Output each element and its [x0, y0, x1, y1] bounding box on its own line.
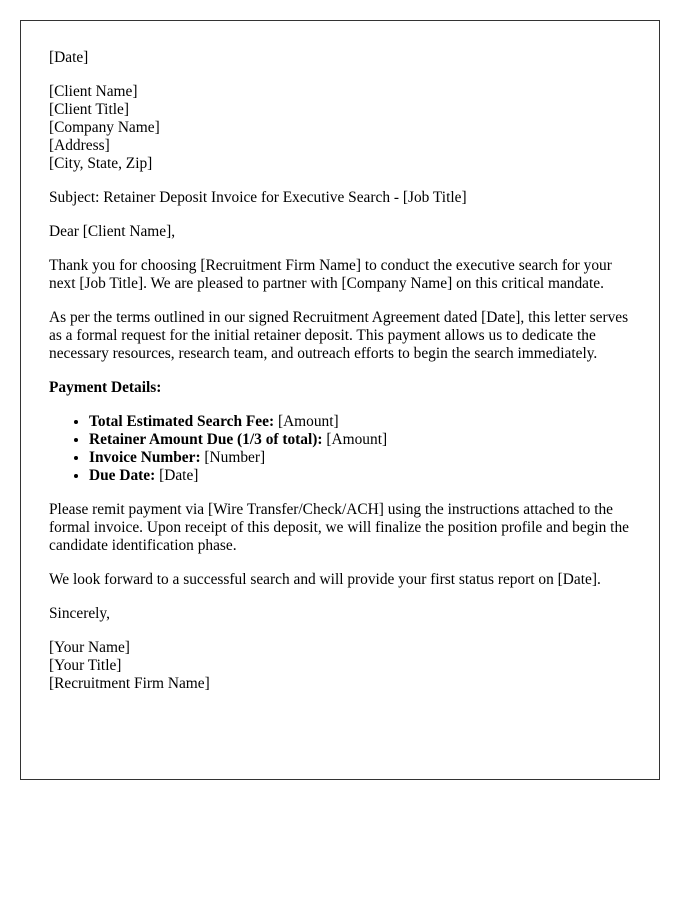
- payment-detail-item: [89, 449, 631, 467]
- subject-line: Subject: Retainer Deposit Invoice for Executive Search - [Job Title]: [49, 189, 467, 206]
- payment-detail-label: Invoice Number:: [89, 449, 201, 466]
- payment-detail-item: [89, 467, 631, 485]
- signature-your-name: [Your Name]: [49, 639, 130, 656]
- signature-block: [49, 639, 631, 693]
- signature-your-title: [Your Title]: [49, 657, 122, 674]
- recipient-client-name: [Client Name]: [49, 83, 138, 100]
- sign-off: Sincerely,: [49, 605, 110, 622]
- letter-page: [20, 20, 660, 780]
- payment-detail-item: [89, 413, 631, 431]
- body-paragraph-closing: We look forward to a successful search and will provide your first status report on [Date].: [49, 571, 601, 588]
- body-paragraph-remittance: Please remit payment via [Wire Transfer/Check/ACH] using the instructions attached to the formal invoice. Upon receipt of this deposit, we will finalize the position profile and begin the candidate identification phase.: [49, 501, 629, 554]
- payment-detail-value: [Amount]: [322, 431, 388, 448]
- recipient-address-block: [49, 83, 631, 173]
- body-paragraph-intro: Thank you for choosing [Recruitment Firm Name] to conduct the executive search for your next [Job Title]. We are pleased to partner with [Company Name] on this critical mandate.: [49, 257, 612, 292]
- payment-details-heading: Payment Details:: [49, 379, 162, 396]
- recipient-company-name: [Company Name]: [49, 119, 160, 136]
- date-text: [Date]: [49, 49, 89, 66]
- salutation: Dear [Client Name],: [49, 223, 176, 240]
- body-paragraph-request: As per the terms outlined in our signed Recruitment Agreement dated [Date], this letter serves as a formal request for the initial retainer deposit. This payment allows us to dedicate the necessary resources, research team, and outreach efforts to begin the search immediately.: [49, 309, 629, 362]
- payment-detail-label: Total Estimated Search Fee:: [89, 413, 275, 430]
- payment-details-list: [49, 413, 631, 485]
- payment-detail-value: [Amount]: [274, 413, 339, 430]
- payment-detail-label: Due Date:: [89, 467, 156, 484]
- letter-date: [49, 49, 631, 67]
- payment-detail-item: [89, 431, 631, 449]
- signature-firm-name: [Recruitment Firm Name]: [49, 675, 210, 692]
- payment-detail-value: [Date]: [155, 467, 199, 484]
- payment-detail-label: Retainer Amount Due (1/3 of total):: [89, 431, 323, 448]
- recipient-city-state-zip: [City, State, Zip]: [49, 155, 153, 172]
- payment-detail-value: [Number]: [200, 449, 266, 466]
- recipient-client-title: [Client Title]: [49, 101, 129, 118]
- recipient-address: [Address]: [49, 137, 110, 154]
